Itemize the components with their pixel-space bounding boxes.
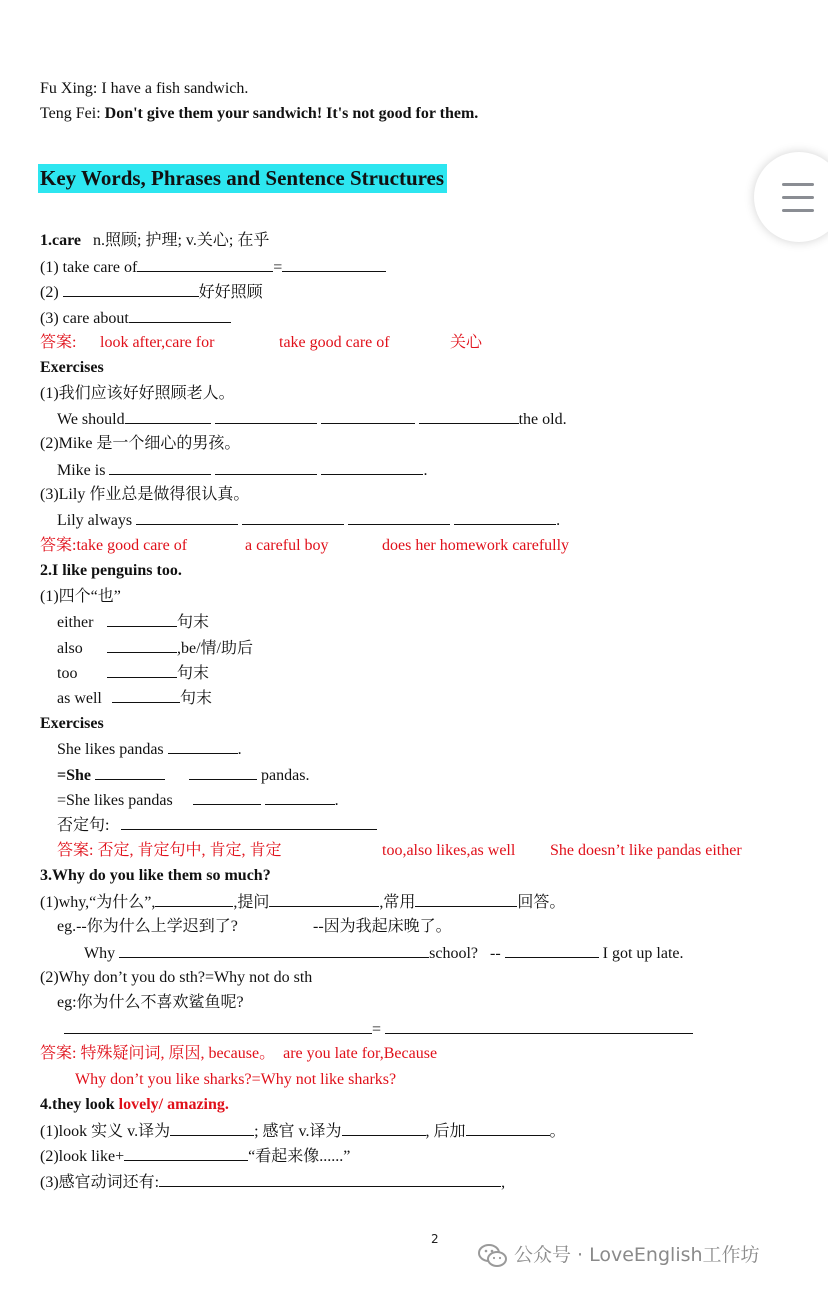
s4-title: 4.they look lovely/ amazing. bbox=[40, 1096, 229, 1113]
s1-line-3: (3) care about bbox=[40, 307, 231, 330]
s2-exercise-1: She likes pandas . bbox=[57, 738, 242, 761]
s3-example-2: eg:你为什么不喜欢鲨鱼呢? bbox=[57, 994, 244, 1011]
s4-line-2: (2)look like+ “看起来像......” bbox=[40, 1145, 350, 1168]
s2-answer: 答案: 否定, 肯定句中, 肯定, 肯定 too,also likes,as well She doesn’t like pandas either bbox=[57, 842, 742, 859]
s1-question-3: (3)Lily 作业总是做得很认真。 bbox=[40, 486, 250, 503]
page-number: 2 bbox=[431, 1232, 439, 1246]
s1-question-1: (1)我们应该好好照顾老人。 bbox=[40, 385, 235, 402]
s3-example-1-blanks: Why school? -- I got up late. bbox=[84, 942, 684, 965]
s1-question-3-blanks: Lily always . bbox=[57, 509, 560, 532]
s2-exercises-title: Exercises bbox=[40, 715, 104, 732]
s4-line-3: (3)感官动词还有: , bbox=[40, 1171, 505, 1194]
s3-example-2-blanks: = bbox=[64, 1018, 693, 1041]
s1-line-1: (1) take care of = bbox=[40, 256, 386, 279]
s2-subtitle: (1)四个“也” bbox=[40, 588, 121, 605]
s4-line-1: (1)look 实义 v.译为 ; 感官 v.译为 , 后加 。 bbox=[40, 1120, 566, 1143]
s1-answer: 答案: look after,care for take good care of 关心 bbox=[40, 334, 483, 351]
dialogue-line-fu-xing: Fu Xing: I have a fish sandwich. bbox=[40, 80, 249, 97]
watermark: 公众号 · LoveEnglish工作坊 bbox=[478, 1242, 760, 1269]
s1-line-2: (2) 好好照顾 bbox=[40, 281, 263, 304]
s3-example-1: eg.--你为什么上学迟到了? --因为我起床晚了。 bbox=[57, 918, 452, 935]
s1-question-1-blanks: We should the old. bbox=[57, 408, 567, 431]
s2-exercise-4: 否定句: bbox=[57, 814, 377, 837]
s1-exercises-title: Exercises bbox=[40, 359, 104, 376]
dialogue-line-teng-fei: Teng Fei: Don't give them your sandwich! It's not good for them. bbox=[40, 105, 479, 122]
wechat-icon bbox=[478, 1243, 508, 1269]
s1-question-2: (2)Mike 是一个细心的男孩。 bbox=[40, 435, 241, 452]
s1-exercise-answer: 答案:take good care of a careful boy does her homework carefully bbox=[40, 537, 570, 554]
s3-line-2: (2)Why don’t you do sth?=Why not do sth bbox=[40, 969, 313, 986]
menu-button[interactable] bbox=[754, 152, 828, 242]
s2-word-also: also ,be/情/助后 bbox=[57, 637, 253, 660]
s1-title-line: 1.care n.照顾; 护理; v.关心; 在乎 bbox=[40, 232, 270, 249]
s3-title: 3.Why do you like them so much? bbox=[40, 867, 271, 884]
s2-word-either: either 句末 bbox=[57, 611, 209, 634]
s2-title: 2.I like penguins too. bbox=[40, 562, 182, 579]
s3-answer-2: Why don’t you like sharks?=Why not like sharks? bbox=[75, 1071, 397, 1088]
s1-question-2-blanks: Mike is . bbox=[57, 459, 427, 482]
section-heading: Key Words, Phrases and Sentence Structures bbox=[38, 164, 447, 193]
s2-word-too: too 句末 bbox=[57, 662, 209, 685]
s2-exercise-2: =She pandas. bbox=[57, 764, 309, 787]
s2-exercise-3: =She likes pandas . bbox=[57, 789, 339, 812]
s3-answer-1: 答案: 特殊疑问词, 原因, because。 are you late for,Because bbox=[40, 1045, 438, 1062]
s2-word-as-well: as well 句末 bbox=[57, 687, 212, 710]
s3-line-1: (1)why,“为什么”, ,提问 ,常用 回答。 bbox=[40, 891, 565, 914]
